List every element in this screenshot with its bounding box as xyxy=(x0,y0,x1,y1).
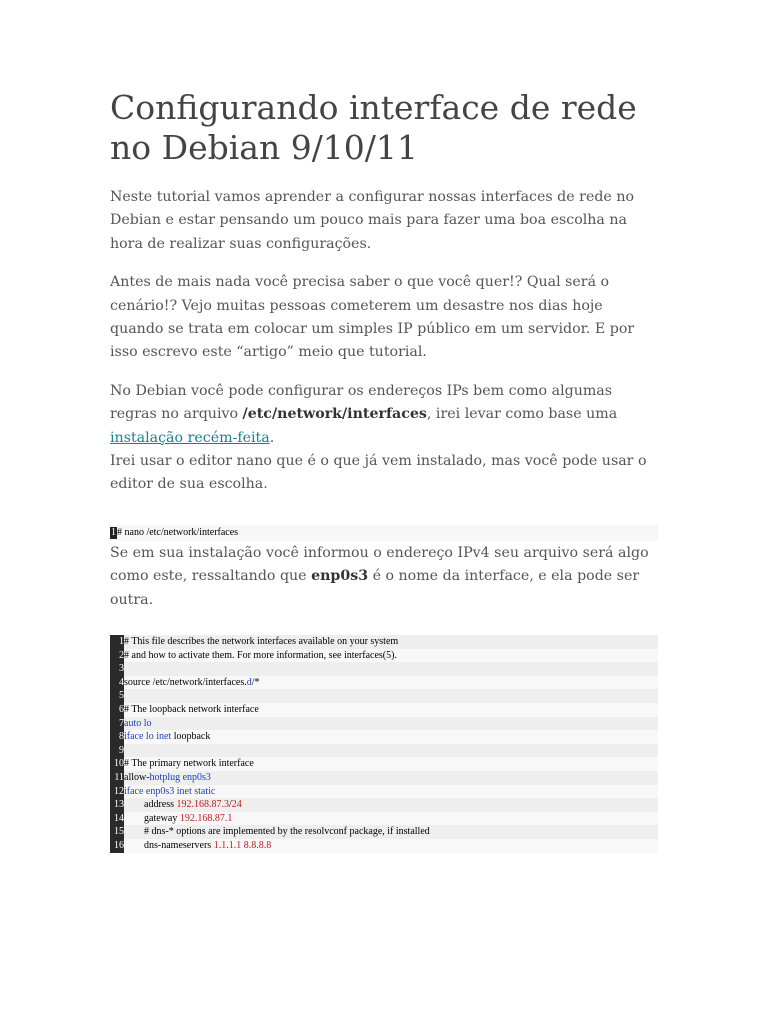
code-line-text xyxy=(124,825,658,839)
code-line-text xyxy=(124,662,658,676)
code-line-text xyxy=(124,689,658,703)
code-text: loopback xyxy=(173,731,211,743)
code-text: # and how to activate them. For more information, see interfaces(5). xyxy=(124,649,397,661)
code-line-number: 13 xyxy=(110,798,124,812)
code-line xyxy=(110,649,658,663)
code-line xyxy=(110,703,658,717)
code-line-text xyxy=(124,839,658,853)
code-line-number: 7 xyxy=(110,717,124,731)
interface-text-before: Se em sua instalação você informou o endereço IPv4 seu arquivo será algo como este, ressaltando que xyxy=(110,544,649,585)
code-line xyxy=(110,730,658,744)
code-line xyxy=(110,798,658,812)
interfaces-path: /etc/network/interfaces xyxy=(242,406,427,423)
context-paragraph: Antes de mais nada você precisa saber o que você quer!? Qual será o cenário!? Vejo muitas pessoas cometerem um desastre nos dias hoje quando se trata em colocar um simples IP público em um servidor. E por isso escrevo este “artigo” meio que tutorial. xyxy=(110,274,635,361)
code-line xyxy=(110,785,658,799)
code-keyword: auto lo xyxy=(124,717,152,729)
code-line xyxy=(110,717,658,731)
command-line-number: 1 xyxy=(111,526,116,538)
code-line-number: 15 xyxy=(110,825,124,839)
code-number: 192.168.87.3 xyxy=(176,799,229,811)
code-line xyxy=(110,839,658,853)
interface-name: enp0s3 xyxy=(311,568,369,585)
command-text: # nano /etc/network/interfaces xyxy=(117,526,239,538)
code-number: 192.168.87.1 xyxy=(179,812,233,824)
code-line-text xyxy=(124,744,658,758)
code-line xyxy=(110,757,658,771)
code-line xyxy=(110,689,658,703)
code-line-number: 12 xyxy=(110,785,124,799)
config-text-before: No Debian você pode configurar os endereços IPs bem como algumas regras no arquivo xyxy=(110,382,613,423)
code-text: # dns-* options are implemented by the resolvconf package, if installed xyxy=(124,826,430,838)
config-text-after: . xyxy=(269,429,275,446)
code-text: /* xyxy=(251,676,260,688)
code-keyword: d xyxy=(246,676,252,688)
code-line-text xyxy=(124,676,658,690)
code-line-number: 4 xyxy=(110,676,124,690)
editor-text: Irei usar o editor nano que é o que já vem instalado, mas você pode usar o editor de sua escolha. xyxy=(110,453,647,493)
code-text: # The primary network interface xyxy=(124,758,254,770)
code-text: # The loopback network interface xyxy=(124,704,259,716)
code-line xyxy=(110,662,658,676)
config-text-middle: , irei levar como base uma xyxy=(426,406,618,423)
code-keyword: iface enp0s3 inet static xyxy=(124,785,216,797)
code-line-text xyxy=(124,757,658,771)
code-line-number: 11 xyxy=(110,771,124,785)
code-line-text xyxy=(124,649,658,663)
code-keyword: iface lo inet xyxy=(124,731,174,743)
code-number: 1.1.1.1 8.8.8.8 xyxy=(213,840,272,851)
code-line-text xyxy=(124,812,658,826)
code-text: gateway xyxy=(124,812,180,824)
code-line-number: 14 xyxy=(110,812,124,826)
code-line-number: 3 xyxy=(110,662,124,676)
code-text: dns-nameservers xyxy=(124,840,214,851)
code-line-number: 8 xyxy=(110,730,124,744)
code-line xyxy=(110,812,658,826)
code-text: / xyxy=(229,799,232,811)
code-line-text xyxy=(124,785,658,799)
code-text: # This file describes the network interfaces available on your system xyxy=(124,636,399,648)
code-text: allow- xyxy=(124,772,150,784)
code-line-text xyxy=(124,771,658,785)
code-line xyxy=(110,676,658,690)
code-line xyxy=(110,771,658,785)
code-line-number: 6 xyxy=(110,703,124,717)
config-paragraph xyxy=(110,380,658,497)
code-line xyxy=(110,825,658,839)
code-line-number: 10 xyxy=(110,757,124,771)
code-line xyxy=(110,635,658,649)
interface-paragraph xyxy=(110,542,658,612)
code-line-text xyxy=(124,730,658,744)
page-title: Configurando interface de rede no Debian 9/10/11 xyxy=(110,88,637,167)
code-line-text xyxy=(124,703,658,717)
intro-paragraph: Neste tutorial vamos aprender a configurar nossas interfaces de rede no Debian e estar pensando um pouco mais para fazer uma boa escolha na hora de realizar suas configurações. xyxy=(110,189,635,252)
article xyxy=(110,88,658,853)
install-link[interactable]: instalação recém-feita xyxy=(110,429,270,446)
command-block xyxy=(110,525,658,541)
code-line-number: 2 xyxy=(110,649,124,663)
code-line-number: 5 xyxy=(110,689,124,703)
code-number: 24 xyxy=(231,799,242,811)
code-text: address xyxy=(124,799,177,811)
code-text: source /etc/network/interfaces. xyxy=(124,676,247,688)
code-line-number: 1 xyxy=(110,635,124,649)
code-line-number: 16 xyxy=(110,839,124,853)
code-line xyxy=(110,744,658,758)
code-line-number: 9 xyxy=(110,744,124,758)
code-keyword: hotplug enp0s3 xyxy=(149,772,211,784)
code-block xyxy=(110,635,658,853)
code-line-text xyxy=(124,635,658,649)
interface-text-after: é o nome da interface, e ela pode ser outra. xyxy=(110,568,640,608)
code-line-text xyxy=(124,717,658,731)
code-line-text xyxy=(124,798,658,812)
